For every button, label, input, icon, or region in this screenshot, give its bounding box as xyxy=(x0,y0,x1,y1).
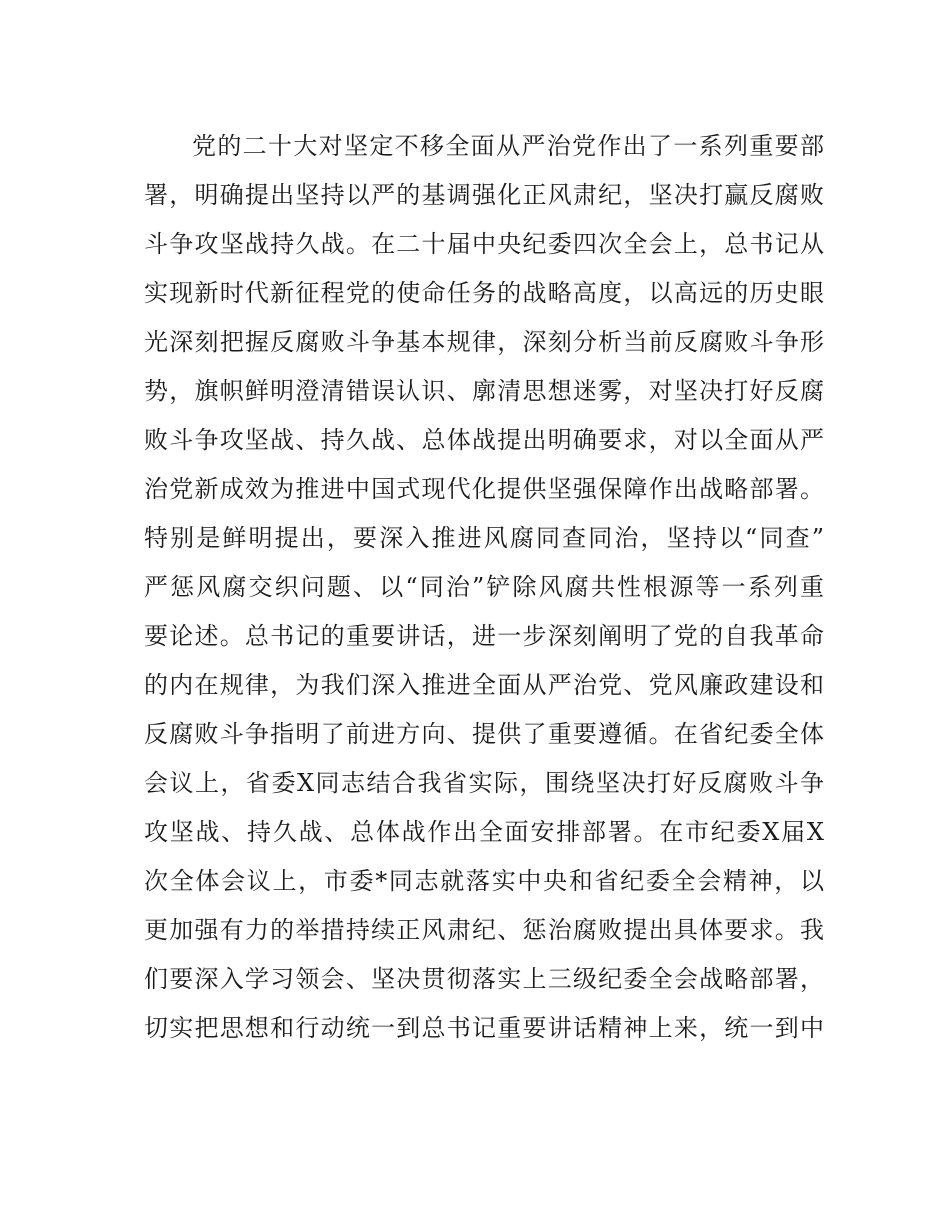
paragraph-line: 的内在规律，为我们深入推进全面从严治党、党风廉政建设和 xyxy=(144,671,824,699)
body-paragraph xyxy=(144,122,824,1053)
paragraph-line: 斗争攻坚战持久战。在二十届中央纪委四次全会上，总书记从 xyxy=(144,230,824,258)
paragraph-line: 切实把思想和行动统一到总书记重要讲话精神上来，统一到中 xyxy=(144,1014,824,1042)
paragraph-line: 要论述。总书记的重要讲话，进一步深刻阐明了党的自我革命 xyxy=(144,622,824,650)
paragraph-line: 治党新成效为推进中国式现代化提供坚强保障作出战略部署。 xyxy=(144,475,824,503)
paragraph-line: 严惩风腐交织问题、以“同治”铲除风腐共性根源等一系列重 xyxy=(144,573,824,601)
paragraph-line: 光深刻把握反腐败斗争基本规律，深刻分析当前反腐败斗争形 xyxy=(144,328,824,356)
paragraph-line: 特别是鲜明提出，要深入推进风腐同查同治，坚持以“同查” xyxy=(144,524,824,552)
paragraph-line: 攻坚战、持久战、总体战作出全面安排部署。在市纪委X届X xyxy=(144,818,824,846)
paragraph-line: 实现新时代新征程党的使命任务的战略高度，以高远的历史眼 xyxy=(144,279,824,307)
paragraph-line: 次全体会议上，市委*同志就落实中央和省纪委全会精神，以 xyxy=(144,867,824,895)
paragraph-line: 更加强有力的举措持续正风肃纪、惩治腐败提出具体要求。我 xyxy=(144,916,824,944)
paragraph-line: 反腐败斗争指明了前进方向、提供了重要遵循。在省纪委全体 xyxy=(144,720,824,748)
paragraph-line: 党的二十大对坚定不移全面从严治党作出了一系列重要部 xyxy=(192,132,824,160)
paragraph-line: 们要深入学习领会、坚决贯彻落实上三级纪委全会战略部署， xyxy=(144,965,824,993)
paragraph-line: 署，明确提出坚持以严的基调强化正风肃纪，坚决打赢反腐败 xyxy=(144,181,824,209)
paragraph-line: 会议上，省委X同志结合我省实际，围绕坚决打好反腐败斗争 xyxy=(144,769,824,797)
paragraph-line: 势，旗帜鲜明澄清错误认识、廓清思想迷雾，对坚决打好反腐 xyxy=(144,377,824,405)
paragraph-line: 败斗争攻坚战、持久战、总体战提出明确要求，对以全面从严 xyxy=(144,426,824,454)
